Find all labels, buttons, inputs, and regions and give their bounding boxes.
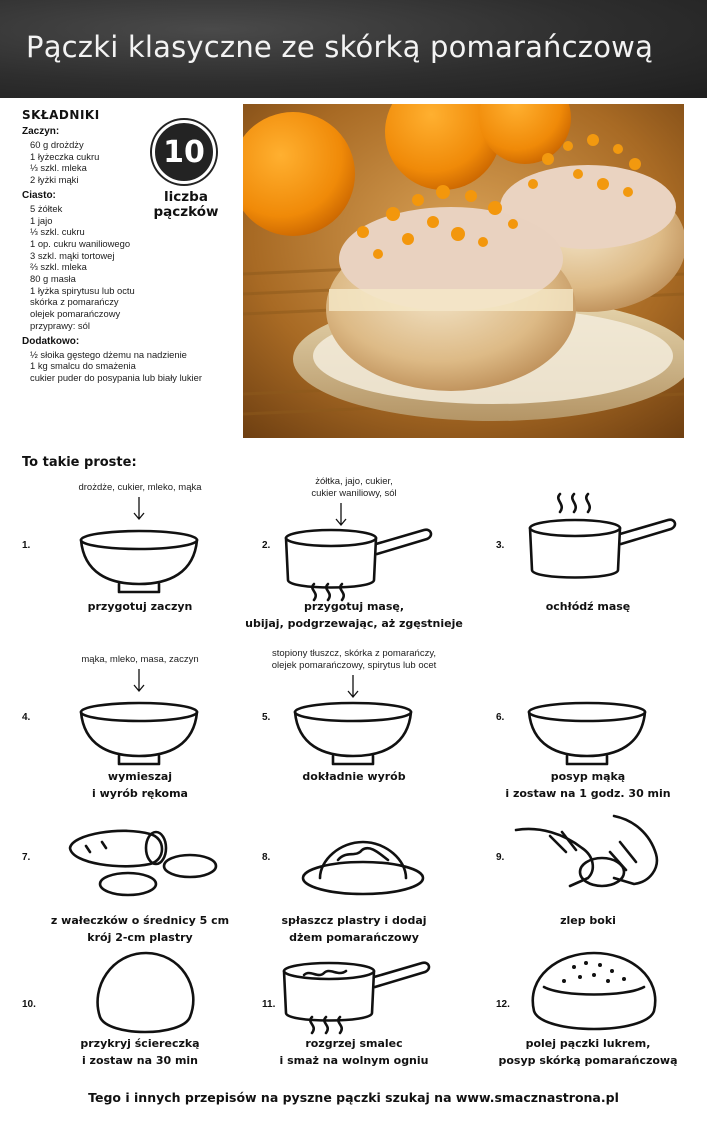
donut-count-badge: 10: [152, 120, 216, 184]
ingredient-item: 2 łyżki mąki: [30, 174, 79, 186]
dough-ball-icon: [80, 947, 210, 1048]
ingredient-item: skórka z pomarańczy: [30, 296, 119, 308]
donut-count-label-line2: pączków: [153, 204, 219, 220]
ingredients-heading: SKŁADNIKI: [22, 108, 100, 122]
step-ingredients-note: drożdże, cukier, mleko, mąka: [78, 482, 202, 493]
step-caption: przykryj ściereczką i zostaw na 30 min: [80, 1037, 200, 1067]
donut-count-label-line1: liczba: [164, 189, 208, 205]
step-number: 4.: [22, 712, 31, 723]
step-caption: dokładnie wyrób: [302, 770, 406, 783]
bowl-icon: [74, 700, 204, 775]
step-caption: przygotuj masę, ubijaj, podgrzewając, aż zgęstnieje: [245, 600, 463, 630]
hands-shaping-dough-icon: [510, 812, 680, 901]
bowl-icon: [522, 700, 652, 775]
heated-pot-icon: [276, 522, 436, 609]
steps-heading: To takie proste:: [22, 455, 137, 470]
ingredient-list: [22, 349, 240, 384]
step-number: 6.: [496, 712, 505, 723]
arrow-down-icon: [129, 668, 149, 699]
step-caption: rozgrzej smalec i smaż na wolnym ogniu: [279, 1037, 429, 1067]
ingredient-item: 3 szkl. mąki tortowej: [30, 249, 115, 261]
dough-roll-slices-icon: [62, 820, 222, 905]
ingredient-item: olejek pomarańczowy: [30, 308, 121, 320]
step-number: 2.: [262, 540, 271, 551]
ingredient-item: ⅓ szkl. mleka: [30, 162, 87, 174]
step-number: 7.: [22, 852, 31, 863]
donuts-photo-illustration: [243, 104, 684, 438]
jam-on-dough-icon: [298, 830, 428, 905]
ingredient-item: 5 żółtek: [30, 202, 63, 214]
bowl-icon: [288, 700, 418, 775]
step-number: 3.: [496, 540, 505, 551]
ingredient-group-title: Dodatkowo:: [22, 335, 80, 347]
step-number: 11.: [262, 999, 276, 1010]
step-caption: spłaszcz plastry i dodaj dżem pomarańczowy: [281, 914, 427, 944]
step-ingredients-note: żółtka, jajo, cukier, cukier waniliowy, sól: [311, 476, 397, 499]
step-ingredients-note: mąka, mleko, masa, zaczyn: [81, 654, 199, 665]
ingredient-item: 1 łyżka spirytusu lub octu: [30, 284, 135, 296]
ingredient-item: 1 kg smalcu do smażenia: [30, 360, 136, 372]
frying-pot-icon: [274, 955, 434, 1042]
ingredient-item: cukier puder do posypania lub biały lukier: [30, 371, 202, 383]
arrow-down-icon: [343, 674, 363, 705]
step-number: 8.: [262, 852, 271, 863]
step-number: 9.: [496, 852, 505, 863]
ingredient-group-title: Ciasto:: [22, 189, 56, 201]
footer-link-text: Tego i innych przepisów na pyszne pączki szukaj na www.smacznastrona.pl: [88, 1090, 619, 1105]
steaming-pot-icon: [520, 490, 680, 595]
donut-count-label: [146, 190, 226, 220]
step-caption: ochłódź masę: [545, 600, 631, 613]
arrow-down-icon: [129, 496, 149, 527]
page-title: Pączki klasyczne ze skórką pomarańczową: [26, 30, 654, 64]
header-banner: [0, 0, 707, 98]
glazed-donut-icon: [514, 947, 674, 1048]
ingredient-item: 80 g masła: [30, 273, 76, 285]
arrow-down-icon: [331, 502, 351, 533]
ingredient-item: ½ słoika gęstego dżemu na nadzienie: [30, 348, 187, 360]
ingredient-list: [22, 203, 240, 332]
step-caption: zlep boki: [560, 914, 616, 927]
step-number: 12.: [496, 999, 510, 1010]
donuts-with-orange-peel-photo: [243, 104, 684, 438]
step-number: 10.: [22, 999, 36, 1010]
step-ingredients-note: stopiony tłuszcz, skórka z pomarańczy, olejek pomarańczowy, spirytus lub ocet: [271, 648, 437, 671]
step-number: 5.: [262, 712, 271, 723]
ingredient-item: 1 op. cukru waniliowego: [30, 237, 131, 249]
ingredient-item: ⅔ szkl. mleka: [30, 261, 87, 273]
bowl-icon: [74, 528, 204, 603]
step-caption: polej pączki lukrem, posyp skórką pomarańczową: [498, 1037, 678, 1067]
step-caption: posyp mąką i zostaw na 1 godz. 30 min: [505, 770, 671, 800]
ingredient-item: ⅓ szkl. cukru: [30, 226, 85, 238]
ingredient-item: 1 jajo: [30, 214, 53, 226]
step-caption: z wałeczków o średnicy 5 cm krój 2-cm plastry: [50, 914, 230, 944]
step-caption: przygotuj zaczyn: [87, 600, 193, 613]
ingredient-group-title: Zaczyn:: [22, 126, 60, 137]
step-number: 1.: [22, 540, 31, 551]
step-caption: wymieszaj i wyrób rękoma: [92, 770, 188, 800]
ingredient-item: 60 g drożdży: [30, 139, 84, 150]
ingredient-item: przyprawy: sól: [30, 319, 90, 331]
ingredient-item: 1 łyżeczka cukru: [30, 150, 100, 162]
